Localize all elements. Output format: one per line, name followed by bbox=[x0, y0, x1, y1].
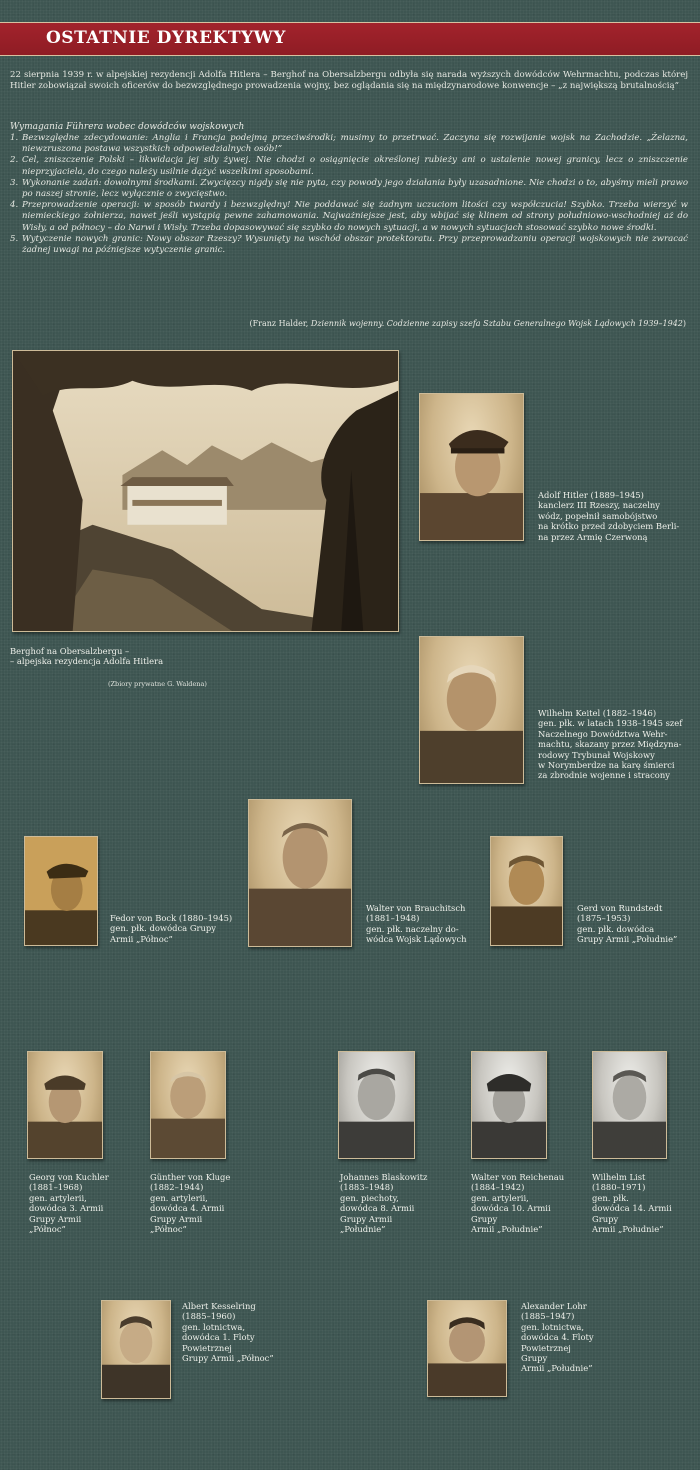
requirements-heading: Wymagania Führera wobec dowódców wojskowych bbox=[10, 122, 245, 132]
caption-hitler: Adolf Hitler (1889–1945) kanclerz III Rzeszy, naczelny wódz, popełnił samobójstwo na krótko przed zdobyciem Berli- na przez Armię Czerwoną bbox=[538, 490, 680, 542]
portrait-kluge bbox=[150, 1051, 226, 1159]
requirements-list bbox=[10, 133, 688, 256]
list-item: 1. Bezwzględne zdecydowanie: Anglia i Francja podejmą przeciwśrodki; musimy to przetrwać. Zaczyna się rozwijanie wojsk na Zachodzie. „Żelazna, niewzruszona postawa wszystkich odpowiedzialnych osób!” bbox=[10, 133, 688, 155]
berghof-caption: Berghof na Obersalzbergu – – alpejska rezydencja Adolfa Hitlera bbox=[10, 646, 164, 667]
portrait-hitler bbox=[419, 393, 524, 541]
caption-brauchitsch: Walter von Brauchitsch (1881–1948) gen. płk. naczelny do- wódca Wojsk Lądowych bbox=[366, 903, 467, 945]
photo-credit: (Zbiory prywatne G. Waldena) bbox=[108, 680, 207, 688]
list-item: 4. Przeprowadzenie operacji: w sposób twardy i bezwzględny! Nie poddawać się żadnym uczuciom litości czy współczucia! Szybko. Trzeba wierzyć w niemieckiego żołnierza, nawet jeśli wystąpią pewne zahamowania. Najważniejsze jest, aby wbijać się klinem od strony południowo-wschodniej aż do Wisły, a od północy – do Narwi i Wisły. Trzeba dopasowywać się szybko do nowych sytuacji, a w nowych sytuacjach stosować szybko nowe środki. bbox=[10, 200, 688, 233]
caption-blaskowitz: Johannes Blaskowitz (1883–1948) gen. piechoty, dowódca 8. Armii Grupy Armii „Południe” bbox=[340, 1172, 428, 1235]
caption-kluge: Günther von Kluge (1882–1944) gen. artylerii, dowódca 4. Armii Grupy Armii „Północ” bbox=[150, 1172, 231, 1235]
portrait-blaskowitz bbox=[338, 1051, 415, 1159]
portrait-reichenau bbox=[471, 1051, 547, 1159]
header-bar bbox=[0, 22, 700, 56]
caption-list: Wilhelm List (1880–1971) gen. płk. dowódca 14. Armii Grupy Armii „Południe” bbox=[592, 1172, 672, 1235]
portrait-lohr bbox=[427, 1300, 507, 1397]
portrait-bock bbox=[24, 836, 98, 946]
list-item: 5. Wytyczenie nowych granic: Nowy obszar Rzeszy? Wysunięty na wschód obszar protektoratu. Przy przeprowadzaniu operacji wojskowych nie zwracać żadnej uwagi na późniejsze wytyczenie granic. bbox=[10, 233, 688, 256]
caption-keitel: Wilhelm Keitel (1882–1946) gen. płk. w latach 1938–1945 szef Naczelnego Dowództwa Wehr- machtu, skazany przez Międzyna- rodowy Trybunał Wojskowy w Norymberdze na karę śmierci za zbrodnie wojenne i stracony bbox=[538, 708, 683, 781]
list-item: 2. Cel, zniszczenie Polski – likwidacja jej siły żywej. Nie chodzi o osiągnięcie określonej rubieży ani o ustalenie nowej granicy, lecz o zniszczenie nieprzyjaciela, do czego należy usilnie dążyć wszelkimi sposobami. bbox=[10, 155, 688, 177]
caption-rundstedt: Gerd von Rundstedt (1875–1953) gen. płk. dowódca Grupy Armii „Południe” bbox=[577, 903, 678, 945]
caption-lohr: Alexander Lohr (1885–1947) gen. lotnictwa, dowódca 4. Floty Powietrznej Grupy Armii „Południe” bbox=[521, 1301, 594, 1374]
berghof-image bbox=[13, 351, 398, 631]
caption-reichenau: Walter von Reichenau (1884–1942) gen. artylerii, dowódca 10. Armii Grupy Armii „Południe” bbox=[471, 1172, 565, 1235]
list-item: 3. Wykonanie zadań: dowolnymi środkami. Zwycięzcy nigdy się nie pyta, czy powody jego działania były uzasadnione. Nie chodzi o to, abyśmy mieli prawo po naszej stronie, lecz wyłącznie o zwycięstwo. bbox=[10, 177, 688, 200]
source-citation: (Franz Halder, Dziennik wojenny. Codzienne zapisy szefa Sztabu Generalnego Wojsk Lądowych 1939–1942) bbox=[249, 319, 686, 328]
berghof-photo bbox=[12, 350, 399, 632]
intro-paragraph: 22 sierpnia 1939 r. w alpejskiej rezydencji Adolfa Hitlera – Berghof na Obersalzbergu odbyła się narada wyższych dowódców Wehrmachtu, podczas której Hitler zobowiązał swoich oficerów do bezwzględnego prowadzenia wojny, bez oglądania się na międzynarodowe konwencje – „z największą brutalnością” bbox=[10, 70, 688, 91]
caption-kuechler: Georg von Kuchler (1881–1968) gen. artylerii, dowódca 3. Armii Grupy Armii „Północ” bbox=[29, 1172, 109, 1235]
portrait-rundstedt bbox=[490, 836, 563, 946]
caption-bock: Fedor von Bock (1880–1945) gen. płk. dowódca Grupy Armii „Północ” bbox=[110, 913, 233, 944]
portrait-brauchitsch bbox=[248, 799, 352, 947]
caption-kesselring: Albert Kesselring (1885–1960) gen. lotnictwa, dowódca 1. Floty Powietrznej Grupy Armii „Północ” bbox=[182, 1301, 274, 1364]
portrait-kesselring bbox=[101, 1300, 171, 1399]
portrait-list bbox=[592, 1051, 667, 1159]
portrait-kuechler bbox=[27, 1051, 103, 1159]
page-title: OSTATNIE DYREKTYWY bbox=[46, 28, 286, 48]
portrait-keitel bbox=[419, 636, 524, 784]
